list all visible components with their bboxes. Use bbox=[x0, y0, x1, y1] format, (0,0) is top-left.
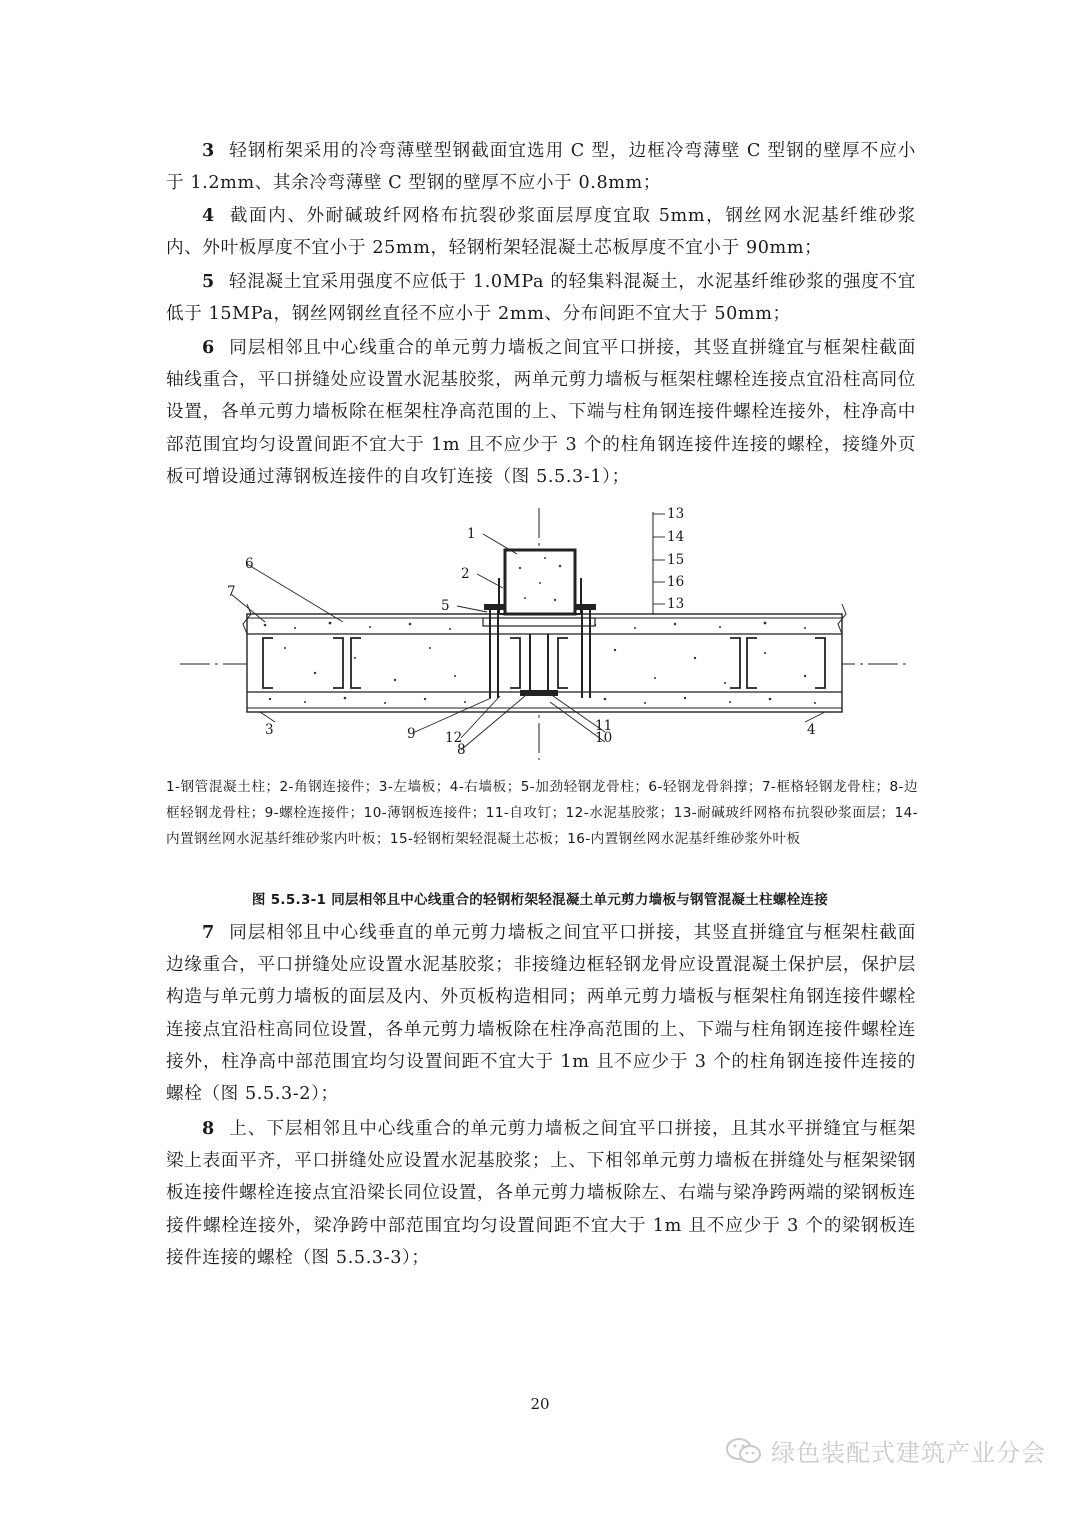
label-5: 5 bbox=[441, 598, 450, 614]
paragraph-text: 上、下层相邻且中心线重合的单元剪力墙板之间宜平口拼接，且其水平拼缝宜与框架梁上表面平齐，平口拼缝处应设置水泥基胶浆；上、下相邻单元剪力墙板在拼缝处与框架梁钢板连接件螺栓连接点宜沿梁长同位设置，各单元剪力墙板除左、右端与梁净跨两端的梁钢板连接件螺栓连接外，梁净跨中部范围宜均匀设置间距不宜大于 1m 且不应少于 3 个的梁钢板连接件连接的螺栓（图 5.5.3-3）； bbox=[166, 1119, 916, 1268]
label-14: 14 bbox=[667, 529, 685, 545]
label-7: 7 bbox=[227, 584, 236, 600]
label-6: 6 bbox=[245, 556, 254, 572]
paragraph-number: 6 bbox=[202, 337, 215, 358]
label-4: 4 bbox=[807, 722, 816, 738]
connection-detail-drawing bbox=[165, 498, 915, 768]
label-2: 2 bbox=[461, 566, 470, 582]
figure-title: 图 5.5.3-1 同层相邻且中心线重合的轻钢桁架轻混凝土单元剪力墙板与钢管混凝土柱螺栓连接 bbox=[251, 892, 829, 908]
paragraph-4 bbox=[166, 200, 916, 264]
watermark bbox=[725, 1433, 1046, 1468]
paragraph-text: 同层相邻且中心线重合的单元剪力墙板之间宜平口拼接，其竖直拼缝宜与框架柱截面轴线重合，平口拼缝处应设置水泥基胶浆，两单元剪力墙板与框架柱螺栓连接点宜沿柱高同位设置，各单元剪力墙板除在框架柱净高范围的上、下端与柱角钢连接件螺栓连接外，柱净高中部范围宜均匀设置间距不宜大于 1m 且不应少于 3 个的柱角钢连接件连接的螺栓，接缝外页板可增设通过薄钢板连接件的自攻钉连接（图 5.5.3-1）； bbox=[166, 338, 916, 487]
label-8: 8 bbox=[457, 742, 466, 758]
paragraph-number: 3 bbox=[202, 140, 215, 161]
label-11: 11 bbox=[595, 718, 613, 734]
wechat-icon bbox=[725, 1436, 763, 1466]
paragraph-text: 轻钢桁架采用的冷弯薄壁型钢截面宜选用 C 型，边框冷弯薄壁 C 型钢的壁厚不应小于 1.2mm、其余冷弯薄壁 C 型钢的壁厚不应小于 0.8mm； bbox=[166, 141, 916, 194]
paragraph-text: 截面内、外耐碱玻纤网格布抗裂砂浆面层厚度宜取 5mm，钢丝网水泥基纤维砂浆内、外叶板厚度不宜小于 25mm，轻钢桁架轻混凝土芯板厚度不宜小于 90mm； bbox=[166, 206, 916, 259]
paragraph-7 bbox=[166, 917, 916, 1110]
paragraph-8 bbox=[166, 1113, 916, 1274]
label-13-top: 13 bbox=[667, 506, 685, 522]
paragraph-text: 轻混凝土宜采用强度不应低于 1.0MPa 的轻集料混凝土，水泥基纤维砂浆的强度不宜低于 15MPa，钢丝网钢丝直径不应小于 2mm、分布间距不宜大于 50mm； bbox=[166, 272, 916, 325]
paragraph-3 bbox=[166, 135, 916, 199]
paragraph-number: 7 bbox=[202, 922, 215, 943]
label-1: 1 bbox=[467, 526, 476, 542]
watermark-text: 绿色装配式建筑产业分会 bbox=[771, 1439, 1046, 1467]
paragraph-number: 4 bbox=[202, 205, 215, 226]
label-15: 15 bbox=[667, 552, 685, 568]
label-9: 9 bbox=[407, 726, 416, 742]
paragraph-number: 8 bbox=[202, 1118, 215, 1139]
label-13-bottom: 13 bbox=[667, 596, 685, 612]
paragraph-5 bbox=[166, 266, 916, 330]
page-number: 20 bbox=[530, 1395, 550, 1413]
label-16: 16 bbox=[667, 574, 685, 590]
figure-legend: 1-钢管混凝土柱；2-角钢连接件；3-左墙板；4-右墙板；5-加劲轻钢龙骨柱；6-轻钢龙骨斜撑；7-框格轻钢龙骨柱；8-边框轻钢龙骨柱；9-螺栓连接件；10-薄钢板连接件；11-自攻钉；12-水泥基胶浆；13-耐碱玻纤网格布抗裂砂浆面层；14-内置钢丝网水泥基纤维砂浆内叶板；15-轻钢桁架轻混凝土芯板；16-内置钢丝网水泥基纤维砂浆外叶板 bbox=[166, 779, 918, 847]
label-3: 3 bbox=[265, 722, 274, 738]
paragraph-number: 5 bbox=[202, 271, 215, 292]
label-12: 12 bbox=[445, 730, 463, 746]
paragraph-6 bbox=[166, 332, 916, 493]
label-10: 10 bbox=[595, 730, 613, 746]
paragraph-text: 同层相邻且中心线垂直的单元剪力墙板之间宜平口拼接，其竖直拼缝宜与框架柱截面边缘重合，平口拼缝处应设置水泥基胶浆；非接缝边框轻钢龙骨应设置混凝土保护层，保护层构造与单元剪力墙板的面层及内、外页板构造相同；两单元剪力墙板与框架柱角钢连接件螺栓连接点宜沿柱高同位设置，各单元剪力墙板除在柱净高范围的上、下端与柱角钢连接件螺栓连接外，柱净高中部范围宜均匀设置间距不宜大于 1m 且不应少于 3 个的柱角钢连接件连接的螺栓（图 5.5.3-2）； bbox=[166, 923, 916, 1105]
